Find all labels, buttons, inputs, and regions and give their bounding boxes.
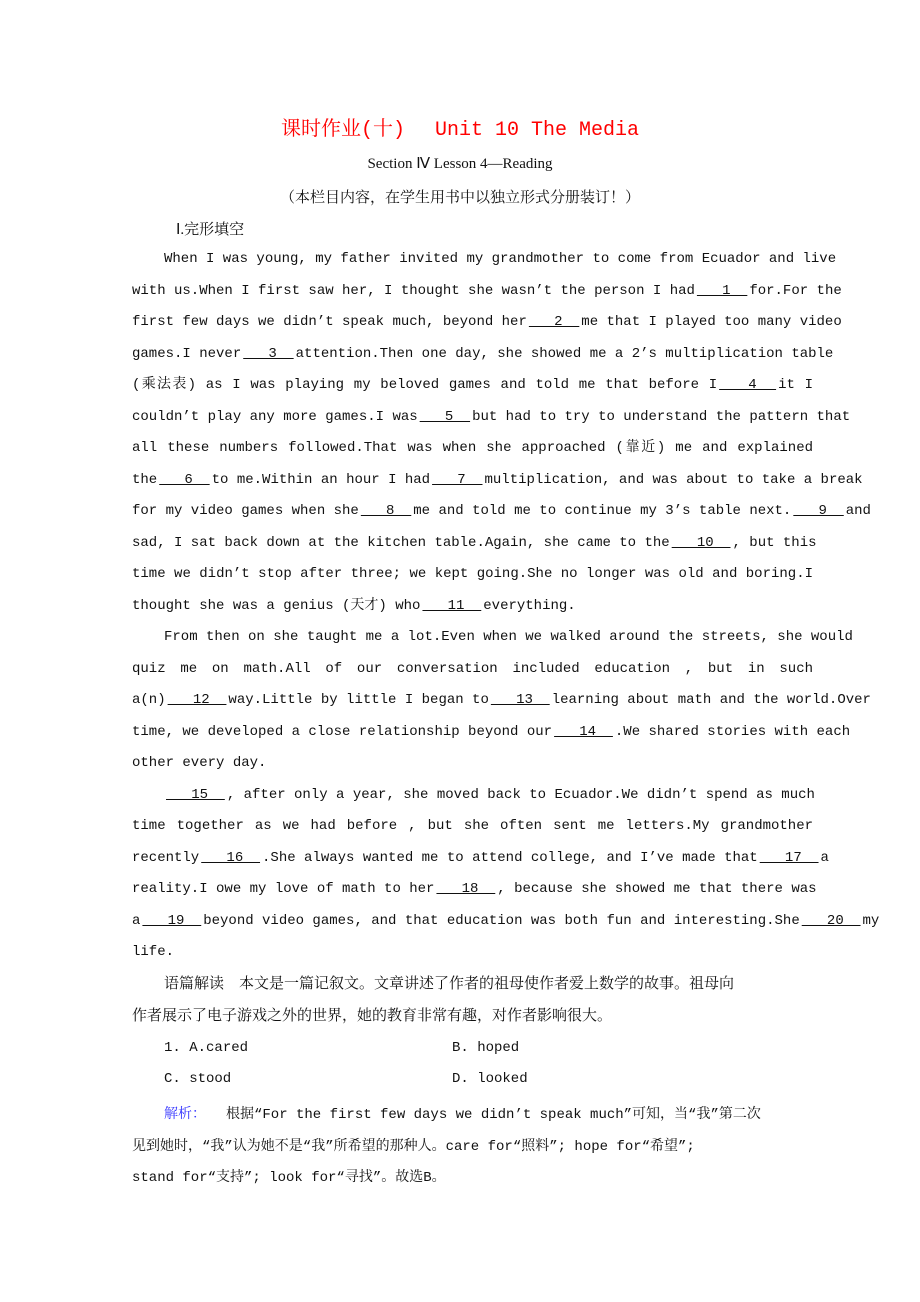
- passage-text: recently: [132, 849, 200, 866]
- passage-line: [132, 625, 853, 657]
- passage-line: [132, 877, 817, 909]
- blank-18: 18: [436, 881, 496, 897]
- blank-11: 11: [422, 597, 482, 614]
- blank-9: 9: [793, 503, 844, 519]
- passage-line: [132, 720, 851, 752]
- passage-text: games.I never: [132, 345, 242, 362]
- passage-text: .We shared stories with each: [614, 723, 851, 740]
- passage-summary: [132, 969, 813, 1032]
- passage-text: , but this: [732, 534, 817, 551]
- blank-6: 6: [159, 471, 210, 488]
- question-number: 1.: [164, 1040, 181, 1056]
- passage-text: for.For the: [749, 282, 842, 299]
- summary-line: 作者展示了电子游戏之外的世界，她的教育非常有趣，对作者影响很大。: [132, 1007, 613, 1024]
- passage-text: and: [845, 503, 871, 519]
- passage-text: couldn’t play any more games.I was: [132, 408, 418, 425]
- passage-line: [132, 657, 813, 689]
- passage-text: reality.I owe my love of math to her: [132, 881, 435, 897]
- passage-line: [132, 814, 813, 846]
- passage-text: , because she showed me that there was: [497, 881, 817, 897]
- passage-text: time, we developed a close relationship beyond our: [132, 723, 553, 740]
- passage-line: [132, 562, 813, 594]
- passage-text: beyond video games, and that education was both fun and interesting.She: [203, 912, 800, 929]
- passage-text: (乘法表) as I was playing my beloved games and told me that before I: [132, 377, 718, 393]
- option-c: C. stood: [164, 1071, 232, 1087]
- passage-text: a(n): [132, 692, 166, 708]
- passage-text: time together as we had before , but she often sent me letters.My grandmother: [132, 818, 813, 834]
- passage-line: [132, 940, 813, 972]
- passage-text: From then on she taught me a lot.Even when we walked around the streets, she would: [164, 629, 853, 645]
- passage-text: me that I played too many video: [581, 314, 842, 330]
- passage-text: but had to try to understand the pattern that: [472, 408, 851, 425]
- passage-line: [132, 468, 863, 500]
- passage-line: [132, 688, 871, 720]
- passage-line: [132, 310, 842, 342]
- passage-line: [132, 909, 880, 941]
- passage-line: [132, 405, 851, 437]
- passage-text: time we didn’t stop after three; we kept going.She no longer was old and boring.I: [132, 566, 813, 582]
- blank-17: 17: [759, 849, 819, 866]
- subtitle: Section Ⅳ Lesson 4—Reading: [367, 156, 553, 172]
- passage-text: first few days we didn’t speak much, beyond her: [132, 314, 527, 330]
- blank-20: 20: [801, 912, 861, 929]
- analysis-line: stand for“支持”; look for“寻找”。故选B。: [132, 1170, 446, 1186]
- passage-text: a: [820, 849, 829, 866]
- passage-text: the: [132, 471, 158, 488]
- passage-line: [132, 783, 813, 815]
- blank-16: 16: [201, 849, 261, 866]
- passage-text: all these numbers followed.That was when she approached (靠近) me and explained: [132, 440, 813, 456]
- passage-text: for my video games when she: [132, 503, 359, 519]
- passage-text: multiplication, and was about to take a break: [484, 471, 863, 488]
- passage-text: my: [862, 912, 880, 929]
- analysis-label: 解析：: [164, 1107, 206, 1122]
- blank-8: 8: [360, 503, 412, 519]
- summary-line: 语篇解读 本文是一篇记叙文。文章讲述了作者的祖母使作者爱上数学的故事。祖母向: [164, 976, 735, 992]
- passage-text: thought she was a genius (天才) who: [132, 597, 421, 614]
- passage-text: sad, I sat back down at the kitchen table.Again, she came to the: [132, 534, 670, 551]
- blank-1: 1: [696, 282, 748, 299]
- passage-line: [132, 594, 813, 626]
- blank-15: 15: [166, 786, 225, 803]
- passage-text: way.Little by little I began to: [228, 692, 489, 708]
- option-d: D. looked: [452, 1071, 528, 1087]
- passage-text: .She always wanted me to attend college, and I’ve made that: [262, 849, 758, 866]
- passage-text: attention.Then one day, she showed me a 2’s multiplication table: [295, 345, 834, 362]
- analysis: [132, 1099, 813, 1195]
- option-a: [164, 1040, 248, 1056]
- passage-text: me and told me to continue my 3’s table next.: [413, 503, 792, 519]
- passage-text: a: [132, 912, 141, 929]
- blank-4: 4: [719, 377, 777, 393]
- passage-text: learning about math and the world.Over: [551, 692, 871, 708]
- passage-line: [132, 846, 829, 878]
- blank-13: 13: [490, 692, 550, 708]
- passage-text: other every day.: [132, 755, 267, 771]
- blank-7: 7: [432, 471, 483, 488]
- passage-text: When I was young, my father invited my grandmother to come from Ecuador and live: [164, 251, 837, 267]
- passage-line: [132, 279, 842, 311]
- blank-14: 14: [554, 723, 613, 740]
- blank-5: 5: [419, 408, 471, 425]
- blank-19: 19: [142, 912, 202, 929]
- passage-line: [132, 373, 813, 405]
- analysis-line: 根据“For the first few days we didn’t speak much”可知，当“我”第二次: [226, 1107, 761, 1123]
- title-en: Unit 10 The Media: [434, 119, 640, 142]
- blank-10: 10: [671, 534, 731, 551]
- binding-note: （本栏目内容，在学生用书中以独立形式分册装订！）: [279, 190, 640, 206]
- passage-line: [132, 247, 837, 279]
- passage-text: with us.When I first saw her, I thought she wasn’t the person I had: [132, 282, 695, 299]
- passage-text: it I: [778, 377, 813, 393]
- option-a-text: A.cared: [189, 1040, 249, 1056]
- passage-line: [132, 342, 834, 374]
- passage-line: [132, 436, 813, 468]
- page-title: [0, 112, 920, 142]
- passage-text: everything.: [483, 597, 576, 614]
- section-heading: Ⅰ.完形填空: [176, 222, 245, 238]
- title-cn: 课时作业(十): [280, 119, 405, 142]
- blank-2: 2: [528, 314, 580, 330]
- passage-text: life.: [132, 944, 175, 960]
- cloze-passage: [132, 247, 880, 972]
- passage-line: [132, 531, 817, 563]
- analysis-line: 见到她时，“我”认为她不是“我”所希望的那种人。care for“照料”; hope for“希望”;: [132, 1138, 695, 1155]
- option-b: B. hoped: [452, 1040, 520, 1056]
- passage-text: to me.Within an hour I had: [211, 471, 431, 488]
- blank-3: 3: [243, 345, 294, 362]
- blank-12: 12: [167, 692, 227, 708]
- passage-line: [132, 499, 871, 531]
- passage-text: , after only a year, she moved back to Ecuador.We didn’t spend as much: [226, 786, 815, 803]
- passage-line: [132, 751, 813, 783]
- passage-text: quiz me on math.All of our conversation included education , but in such: [132, 660, 813, 677]
